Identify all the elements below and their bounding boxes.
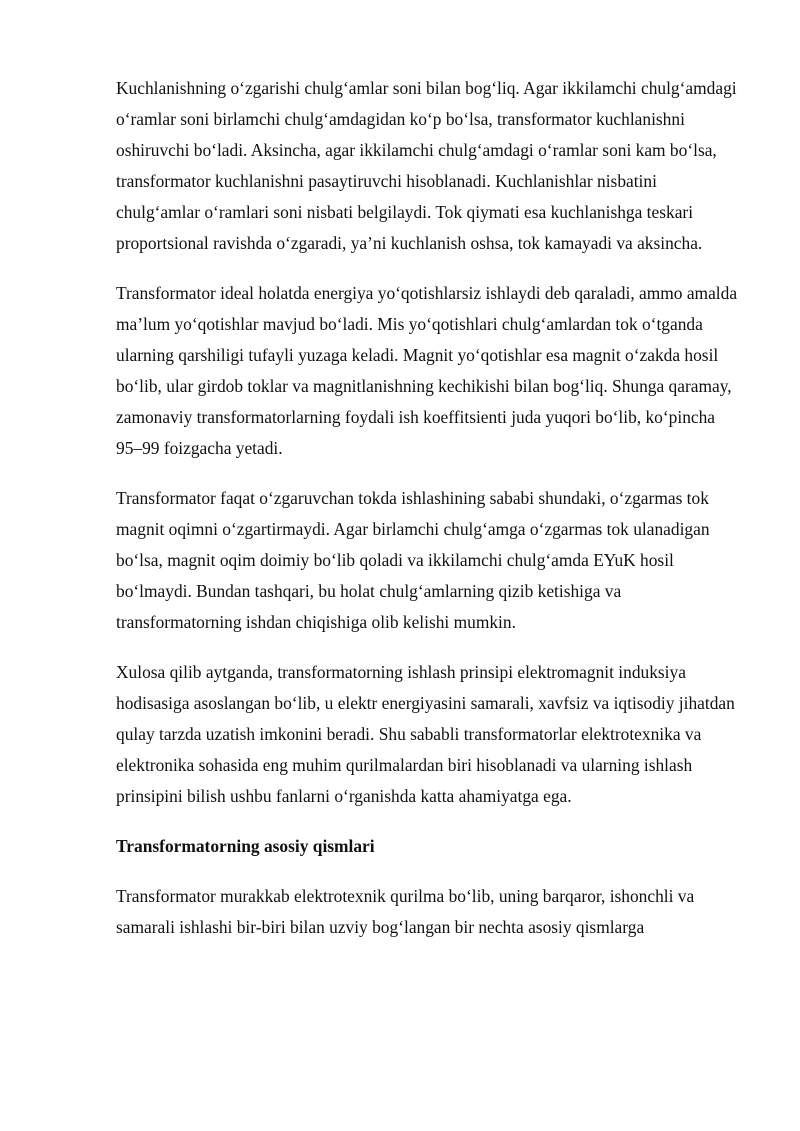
document-page bbox=[116, 73, 744, 962]
paragraph-main-parts: Transformator murakkab elektrotexnik qurilma bo‘lib, uning barqaror, ishonchli va samarali ishlashi bir-biri bilan uzviy bog‘langan bir nechta asosiy qismlarga bbox=[116, 886, 695, 937]
paragraph-ac-only: Transformator faqat o‘zgaruvchan tokda ishlashining sababi shundaki, o‘zgarmas tok magnit oqimni o‘zgartirmaydi. Agar birlamchi chulg‘amga o‘zgarmas tok ulanadigan bo‘lsa, magnit oqim doimiy bo‘lib qoladi va ikkilamchi chulg‘amda EYuK hosil bo‘lmaydi. Bundan tashqari, bu holat chulg‘amlarning qizib ketishiga va transformatorning ishdan chiqishiga olib kelishi mumkin. bbox=[116, 488, 710, 632]
paragraph-losses: Transformator ideal holatda energiya yo‘qotishlarsiz ishlaydi deb qaraladi, ammo amalda ma’lum yo‘qotishlar mavjud bo‘ladi. Mis yo‘qotishlari chulg‘amlardan tok o‘tganda ularning qarshiligi tufayli yuzaga keladi. Magnit yo‘qotishlar esa magnit o‘zakda hosil bo‘lib, ular girdob toklar va magnitlanishning kechikishi bilan bog‘liq. Shunga qaramay, zamonaviy transformatorlarning foydali ish koeffitsienti juda yuqori bo‘lib, ko‘pincha 95–99 foizgacha yetadi. bbox=[116, 283, 738, 458]
section-heading: Transformatorning asosiy qismlari bbox=[116, 836, 375, 856]
paragraph-conclusion: Xulosa qilib aytganda, transformatorning ishlash prinsipi elektromagnit induksiya hodisasiga asoslangan bo‘lib, u elektr energiyasini samarali, xavfsiz va iqtisodiy jihatdan qulay tarzda uzatish imkonini beradi. Shu sababli transformatorlar elektrotexnika va elektronika sohasida eng muhim qurilmalardan biri hisoblanadi va ularning ishlash prinsipini bilish ushbu fanlarni o‘rganishda katta ahamiyatga ega. bbox=[116, 662, 735, 806]
paragraph-voltage-windings: Kuchlanishning o‘zgarishi chulg‘amlar soni bilan bog‘liq. Agar ikkilamchi chulg‘amdagi o‘ramlar soni birlamchi chulg‘amdagidan ko‘p bo‘lsa, transformator kuchlanishni oshiruvchi bo‘ladi. Aksincha, agar ikkilamchi chulg‘amdagi o‘ramlar soni kam bo‘lsa, transformator kuchlanishni pasaytiruvchi hisoblanadi. Kuchlanishlar nisbatini chulg‘amlar o‘ramlari soni nisbati belgilaydi. Tok qiymati esa kuchlanishga teskari proportsional ravishda o‘zgaradi, ya’ni kuchlanish oshsa, tok kamayadi va aksincha. bbox=[116, 78, 737, 253]
